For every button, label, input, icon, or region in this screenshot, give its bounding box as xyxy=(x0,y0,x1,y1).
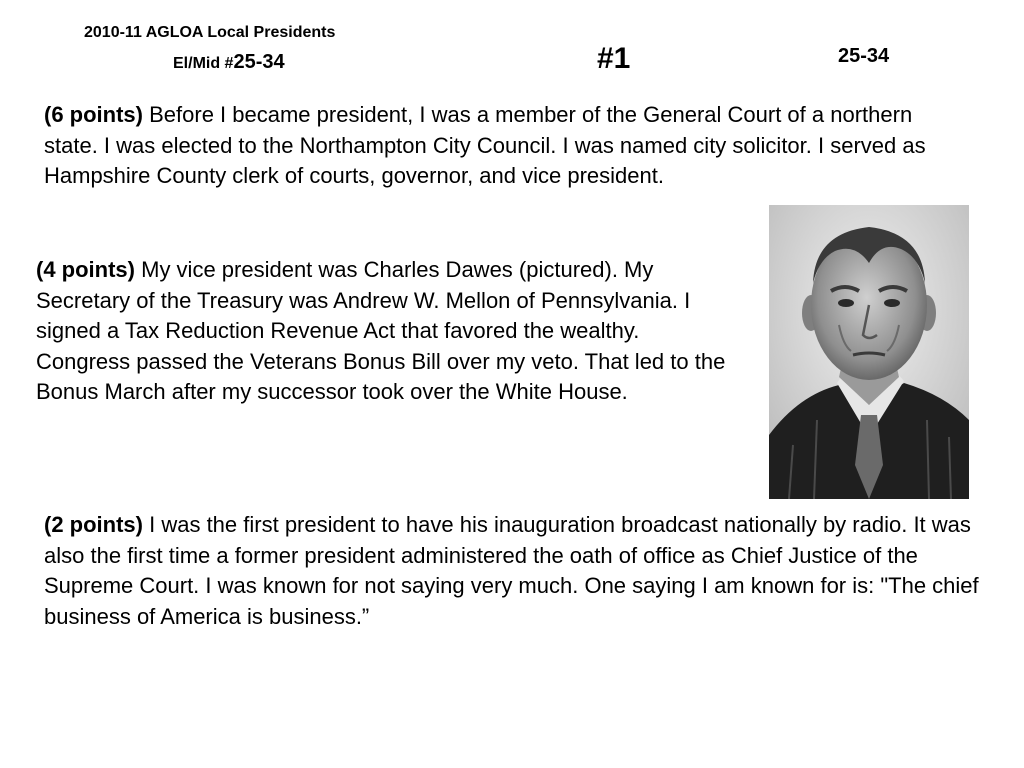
clue-6-points xyxy=(44,100,969,192)
clue-text: My vice president was Charles Dawes (pictured). My Secretary of the Treasury was Andrew W. Mellon of Pennsylvania. I signed a Tax Reduction Revenue Act that favored the wealthy. Congress passed the Veterans Bonus Bill over my veto. That led to the Bonus March after my successor took over the White House. xyxy=(36,257,726,404)
clue-text: Before I became president, I was a member of the General Court of a northern state. I was elected to the Northampton City Council. I was named city solicitor. I served as Hampshire County clerk of courts, governor, and vice president. xyxy=(44,102,926,188)
level-prefix: El/Mid # xyxy=(173,55,234,72)
level-range-label xyxy=(173,51,285,74)
clue-4-points xyxy=(36,255,736,408)
level-range: 25-34 xyxy=(233,51,285,73)
portrait-photo-icon xyxy=(769,205,969,499)
clue-2-points xyxy=(44,510,994,632)
clue-points-label: (2 points) xyxy=(44,512,143,537)
clue-text: I was the first president to have his inauguration broadcast nationally by radio. It was also the first time a former president administered the oath of office as Chief Justice of the Supreme Court. I was known for not saying very much. One saying I am known for is: "The chief business of America is business.” xyxy=(44,512,979,629)
clue-points-label: (6 points) xyxy=(44,102,143,127)
page-title: 2010-11 AGLOA Local Presidents xyxy=(84,24,336,41)
question-number: #1 xyxy=(597,42,631,75)
corner-range: 25-34 xyxy=(838,45,890,67)
clue-points-label: (4 points) xyxy=(36,257,135,282)
portrait-photo xyxy=(769,205,969,499)
